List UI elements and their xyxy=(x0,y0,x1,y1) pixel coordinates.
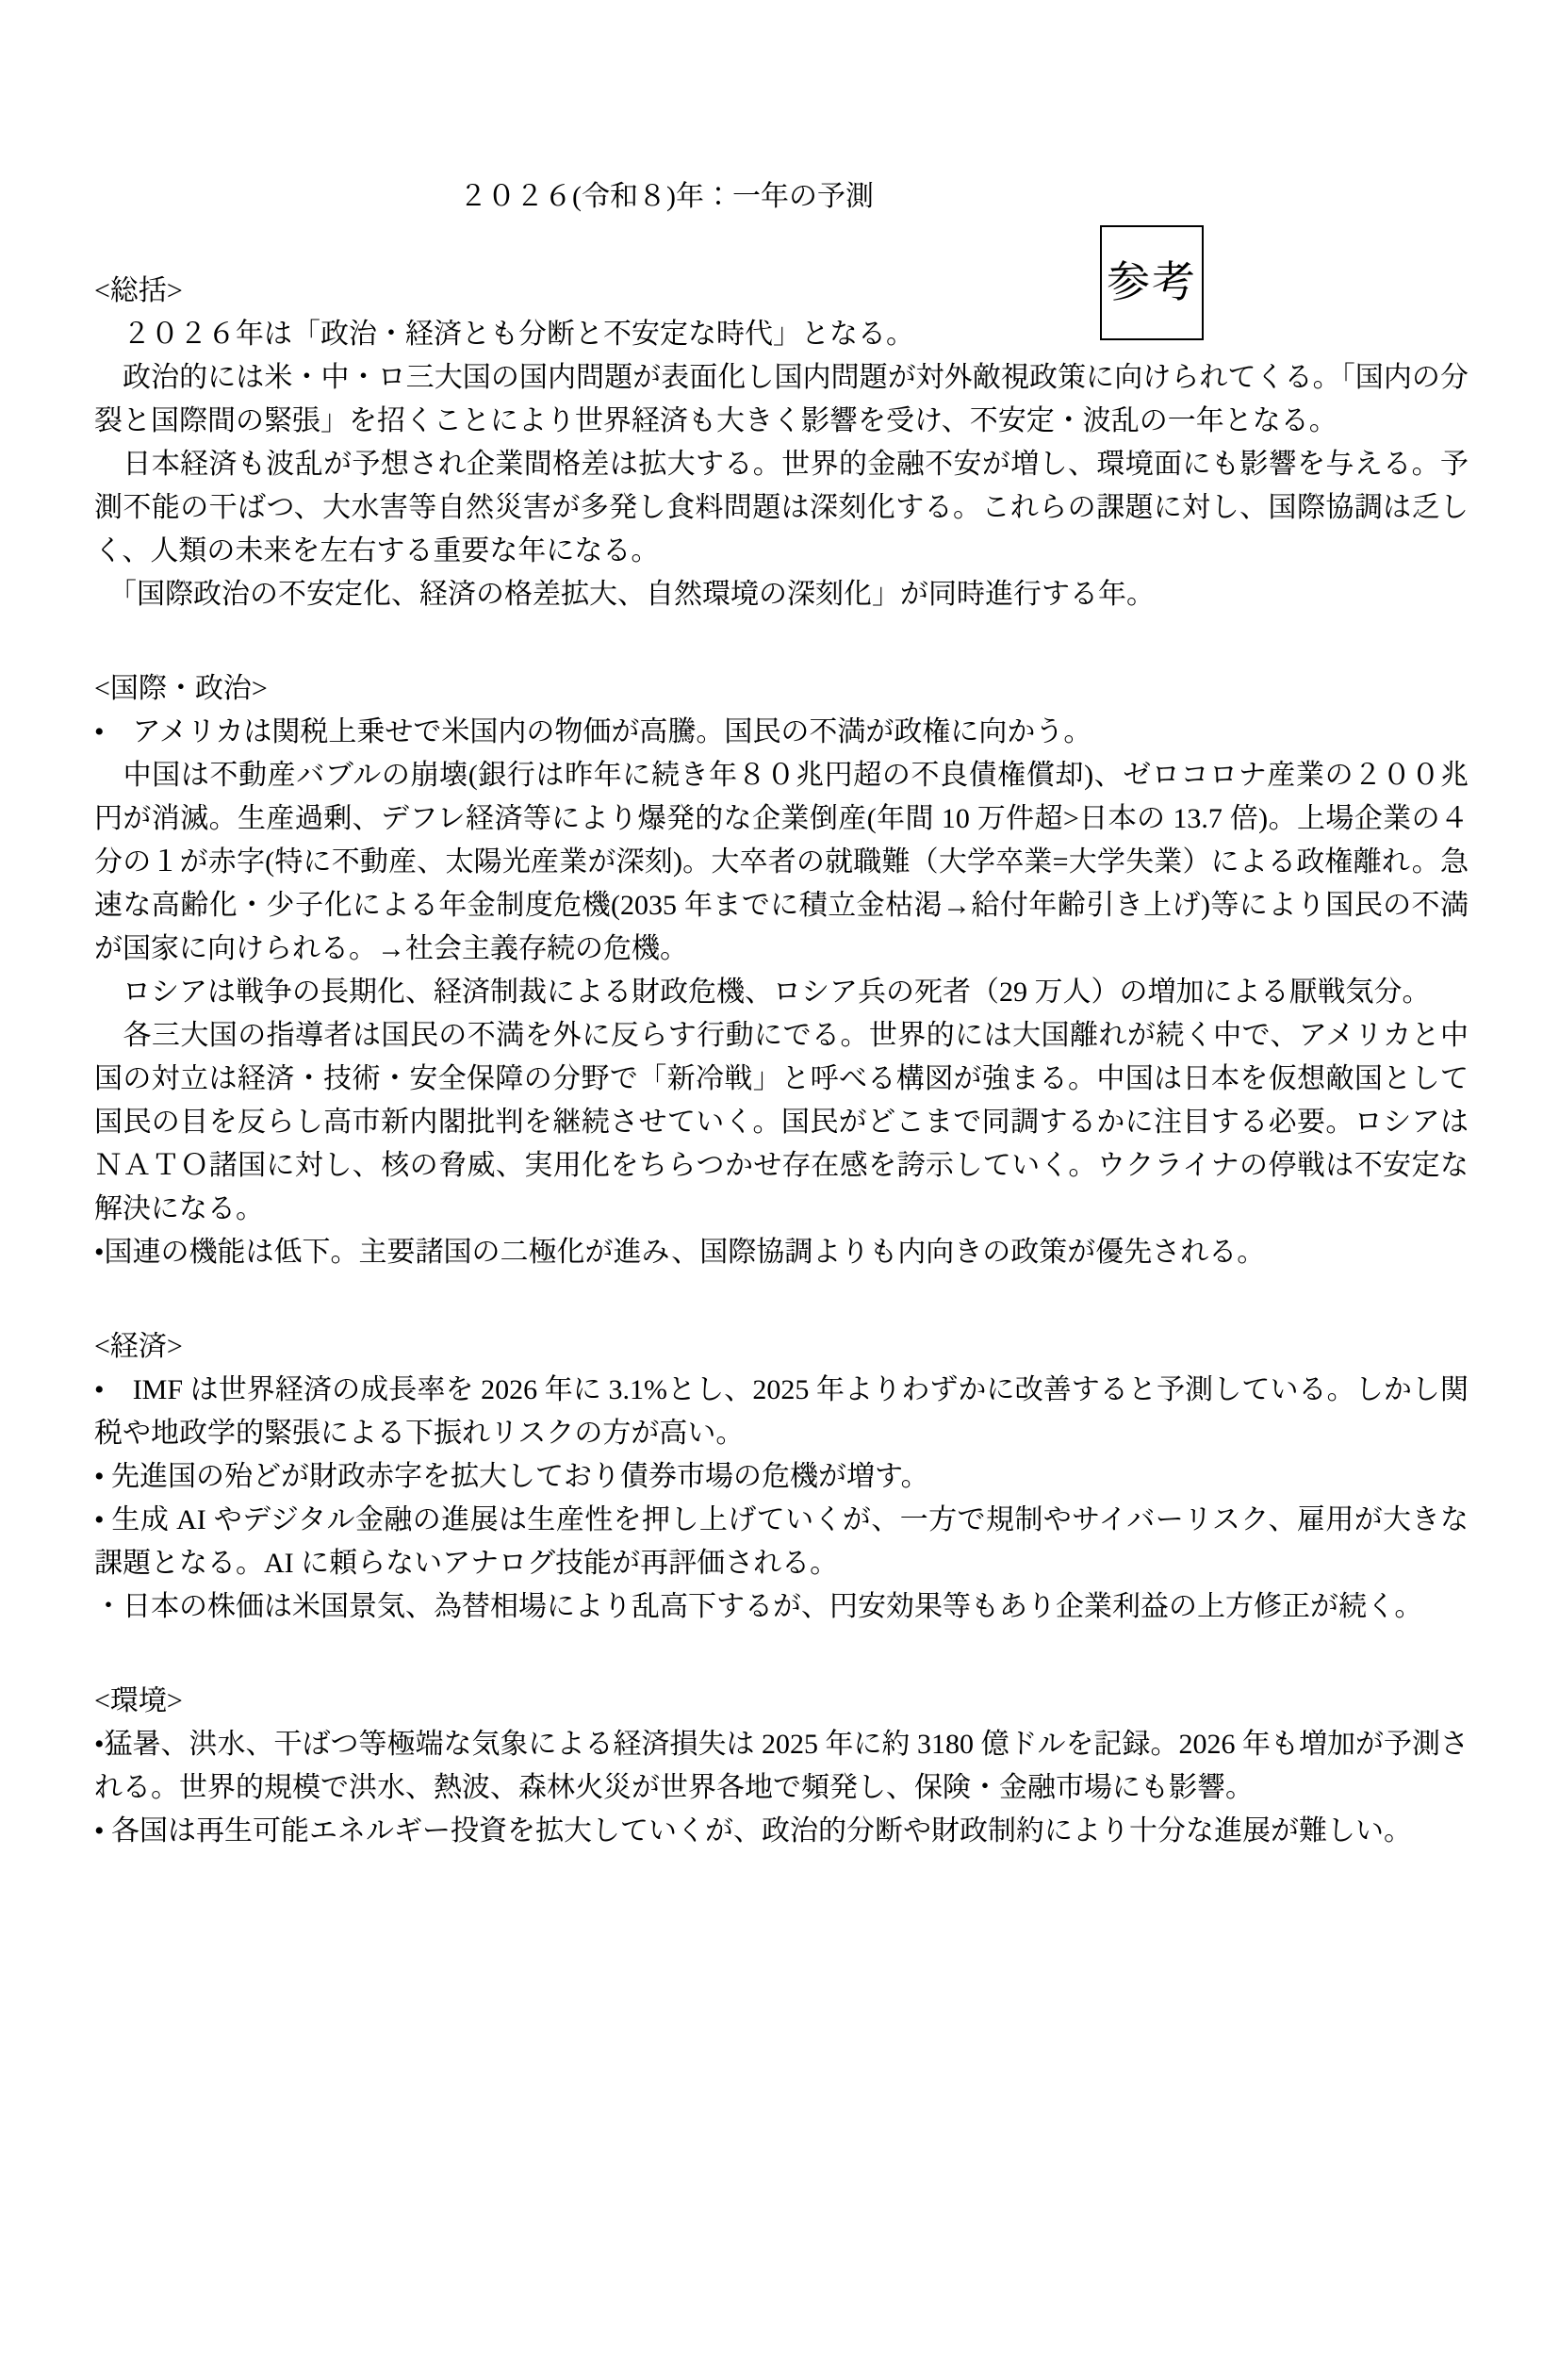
paragraph: ロシアは戦争の長期化、経済制裁による財政危機、ロシア兵の死者（29 万人）の増加による厭戦気分。 xyxy=(94,977,1431,1008)
section-heading: <総括> xyxy=(94,275,183,306)
paragraph: ２０２６年は「政治・経済とも分断と不安定な時代」となる。 xyxy=(94,319,914,350)
section-heading: <環境> xyxy=(94,1685,183,1716)
document-page xyxy=(0,175,1559,2380)
paragraph: ・日本の株価は米国景気、為替相場により乱高下するが、円安効果等もあり企業利益の上方修正が続く。 xyxy=(94,1591,1423,1622)
section-summary xyxy=(94,270,1469,616)
paragraph: •猛暑、洪水、干ばつ等極端な気象による経済損失は 2025 年に約 3180 億ドルを記録。2026 年も増加が予測される。世界的規模で洪水、熱波、森林火災が世界各地で頻発し、保険・金融市場にも影響。 xyxy=(94,1729,1469,1803)
paragraph: 「国際政治の不安定化、経済の格差拡大、自然環境の深刻化」が同時進行する年。 xyxy=(94,579,1155,610)
reference-stamp-label: 参考 xyxy=(1107,258,1197,306)
paragraph: • IMF は世界経済の成長率を 2026 年に 3.1%とし、2025 年よりわずかに改善すると予測している。しかし関税や地政学的緊張による下振れリスクの方が高い。 xyxy=(94,1374,1469,1449)
paragraph: 中国は不動産バブルの崩壊(銀行は昨年に続き年８０兆円超の不良債権償却)、ゼロコロナ産業の２００兆円が消滅。生産過剰、デフレ経済等により爆発的な企業倒産(年間 10 万件超>日本の 13.7 倍)。上場企業の４分の１が赤字(特に不動産、太陽光産業が深刻)。大卒者の就職難（大学卒業=大学失業）による政権離れ。急速な高齢化・少子化による年金制度危機(2035 年までに積立金枯渇→給付年齢引き上げ)等により国民の不満が国家に向けられる。→社会主義存続の危機。 xyxy=(94,760,1469,964)
paragraph: • 生成 AI やデジタル金融の進展は生産性を押し上げていくが、一方で規制やサイバーリスク、雇用が大きな課題となる。AI に頼らないアナログ技能が再評価される。 xyxy=(94,1504,1469,1579)
paragraph: • アメリカは関税上乗せで米国内の物価が高騰。国民の不満が政権に向かう。 xyxy=(94,716,1092,747)
section-heading: <経済> xyxy=(94,1331,183,1362)
paragraph: • 各国は再生可能エネルギー投資を拡大していくが、政治的分断や財政制約により十分な進展が難しい。 xyxy=(94,1815,1413,1847)
paragraph: 各三大国の指導者は国民の不満を外に反らす行動にでる。世界的には大国離れが続く中で、アメリカと中国の対立は経済・技術・安全保障の分野で「新冷戦」と呼べる構図が強まる。中国は日本を仮想敵国として国民の目を反らし高市新内閣批判を継続させていく。国民がどこまで同調するかに注目する必要。ロシアはＮＡＴＯ諸国に対し、核の脅威、実用化をちらつかせ存在感を誇示していく。ウクライナの停戦は不安定な解決になる。 xyxy=(94,1020,1469,1224)
reference-stamp-box xyxy=(1100,225,1204,340)
section-international-politics xyxy=(94,667,1469,1274)
section-economy xyxy=(94,1325,1469,1629)
section-heading: <国際・政治> xyxy=(94,673,268,704)
document-body xyxy=(0,270,1559,1853)
paragraph: 日本経済も波乱が予想され企業間格差は拡大する。世界的金融不安が増し、環境面にも影響を与える。予測不能の干ばつ、大水害等自然災害が多発し食料問題は深刻化する。これらの課題に対し、国際協調は乏しく、人類の未来を左右する重要な年になる。 xyxy=(94,449,1469,566)
paragraph: •国連の機能は低下。主要諸国の二極化が進み、国際協調よりも内向きの政策が優先される。 xyxy=(94,1237,1266,1268)
paragraph: • 先進国の殆どが財政赤字を拡大しており債券市場の危機が増す。 xyxy=(94,1461,929,1492)
document-title: ２０２６(令和８)年：一年の予測 xyxy=(459,181,874,212)
paragraph: 政治的には米・中・ロ三大国の国内問題が表面化し国内問題が対外敵視政策に向けられてくる。「国内の分裂と国際間の緊張」を招くことにより世界経済も大きく影響を受け、不安定・波乱の一年となる。 xyxy=(94,362,1469,436)
section-environment xyxy=(94,1680,1469,1853)
